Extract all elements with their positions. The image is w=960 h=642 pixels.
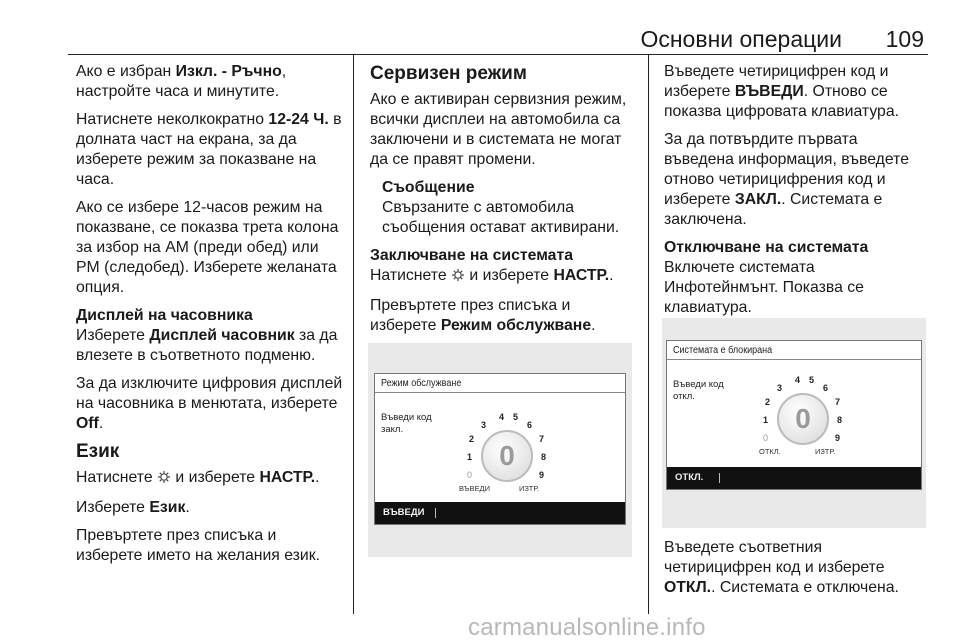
digit-key[interactable]: 4 [795,375,801,385]
column-3 [664,62,930,326]
cursor-icon [719,473,720,483]
digit-key[interactable]: 2 [469,434,475,444]
cursor-icon [435,508,436,518]
code-prompt: Въведи код закл. [381,412,432,435]
infotainment-screen [666,340,922,490]
delete-label[interactable]: ИЗТР. [519,484,540,493]
paragraph: Въведете съответния четирицифрен код и изберете ОТКЛ.. Системата е отключена. [664,539,899,596]
note-text: Свързаните с автомобила съобщения остават активирани. [382,199,620,236]
rotary-keypad [455,398,565,498]
digit-key[interactable]: 7 [835,397,841,407]
column-2 [370,62,636,372]
section-title: Основни операции [640,26,842,52]
paragraph: Изберете Език. [76,499,190,516]
digit-key[interactable]: 9 [539,470,545,480]
selection-knob[interactable]: 0 [481,430,533,482]
page-header [0,26,960,56]
figure-system-locked-screen [662,318,926,528]
paragraph: Изберете Дисплей часовник за да влезете в съответното подменю. [76,327,338,364]
screen-title: Режим обслужване [381,378,462,389]
column-divider-2 [648,54,649,614]
selection-knob[interactable]: 0 [777,393,829,445]
note-box [370,178,636,238]
paragraph: Ако е активиран сервизния режим, всички дисплеи на автомобила са заключени и в системата не могат да се правят промени. [370,91,627,168]
paragraph: Въведете четирицифрен код и изберете ВЪВЕДИ. Отново се показва цифровата клавиатура. [664,63,900,120]
subheading-clock-display: Дисплей на часовника [76,307,253,324]
digit-key[interactable]: 0 [467,470,473,480]
paragraph: Превъртете през списъка и изберете името на желания език. [76,527,321,564]
divider [667,359,921,360]
page-number: 109 [885,26,924,52]
rotary-keypad [751,361,861,461]
paragraph: Превъртете през списъка и изберете Режим обслужване. [370,297,596,334]
subheading-lock-system: Заключване на системата [370,247,573,264]
column-3-bottom [664,538,930,606]
digit-key[interactable]: 5 [513,412,519,422]
paragraph: За да изключите цифровия дисплей на часовника в менютата, изберете Off. [76,375,343,432]
digit-key[interactable]: 7 [539,434,545,444]
heading-service-mode: Сервизен режим [370,63,527,84]
subheading-unlock-system: Отключване на системата [664,239,869,256]
divider [375,392,625,393]
digit-key[interactable]: 0 [763,433,769,443]
paragraph: Ако е избран Изкл. - Ръчно, настройте часа и минутите. [76,63,287,100]
enter-button[interactable]: ВЪВЕДИ [383,507,425,518]
digit-key[interactable]: 5 [809,375,815,385]
digit-key[interactable]: 6 [527,420,533,430]
paragraph: Натиснете неколкократно 12-24 Ч. в долната част на екрана, за да изберете режим за показване на часа. [76,111,342,188]
heading-language: Език [76,441,120,462]
digit-key[interactable]: 1 [763,415,769,425]
infotainment-screen [374,373,626,525]
column-divider-1 [353,54,354,614]
digit-key[interactable]: 3 [777,383,783,393]
enter-label[interactable]: ВЪВЕДИ [459,484,490,493]
header-rule [68,54,928,55]
settings-icon [451,268,465,288]
figure-service-mode-screen [368,343,632,557]
screen-bottom-bar [667,467,921,489]
digit-key[interactable]: 1 [467,452,473,462]
paragraph: Натиснете и изберете НАСТР.. [76,468,344,490]
screen-bottom-bar [375,502,625,524]
watermark: carmanualsonline.info [468,614,706,641]
paragraph: Натиснете и изберете НАСТР.. [370,266,636,288]
digit-key[interactable]: 8 [541,452,547,462]
paragraph: За да потвърдите първата въведена информация, въведете отново четирицифрения код и изберете ЗАКЛ.. Системата е заключена. [664,131,909,228]
code-prompt: Въведи код откл. [673,379,724,402]
delete-label[interactable]: ИЗТР. [815,447,836,456]
digit-key[interactable]: 2 [765,397,771,407]
digit-key[interactable]: 6 [823,383,829,393]
digit-key[interactable]: 8 [837,415,843,425]
digit-key[interactable]: 3 [481,420,487,430]
digit-key[interactable]: 9 [835,433,841,443]
unlock-button[interactable]: ОТКЛ. [675,472,704,483]
paragraph: Включете системата Инфотейнмънт. Показва се клавиатура. [664,259,864,316]
column-1 [76,62,344,574]
unlock-label[interactable]: ОТКЛ. [759,447,781,456]
paragraph: Ако се избере 12-часов режим на показване, се показва трета колона за избор на AM (преди обед) или PM (следобед). Изберете желаната опция. [76,199,339,296]
screen-title: Системата е блокирана [673,345,773,356]
settings-icon [157,470,171,490]
digit-key[interactable]: 4 [499,412,505,422]
note-title: Съобщение [382,179,475,196]
